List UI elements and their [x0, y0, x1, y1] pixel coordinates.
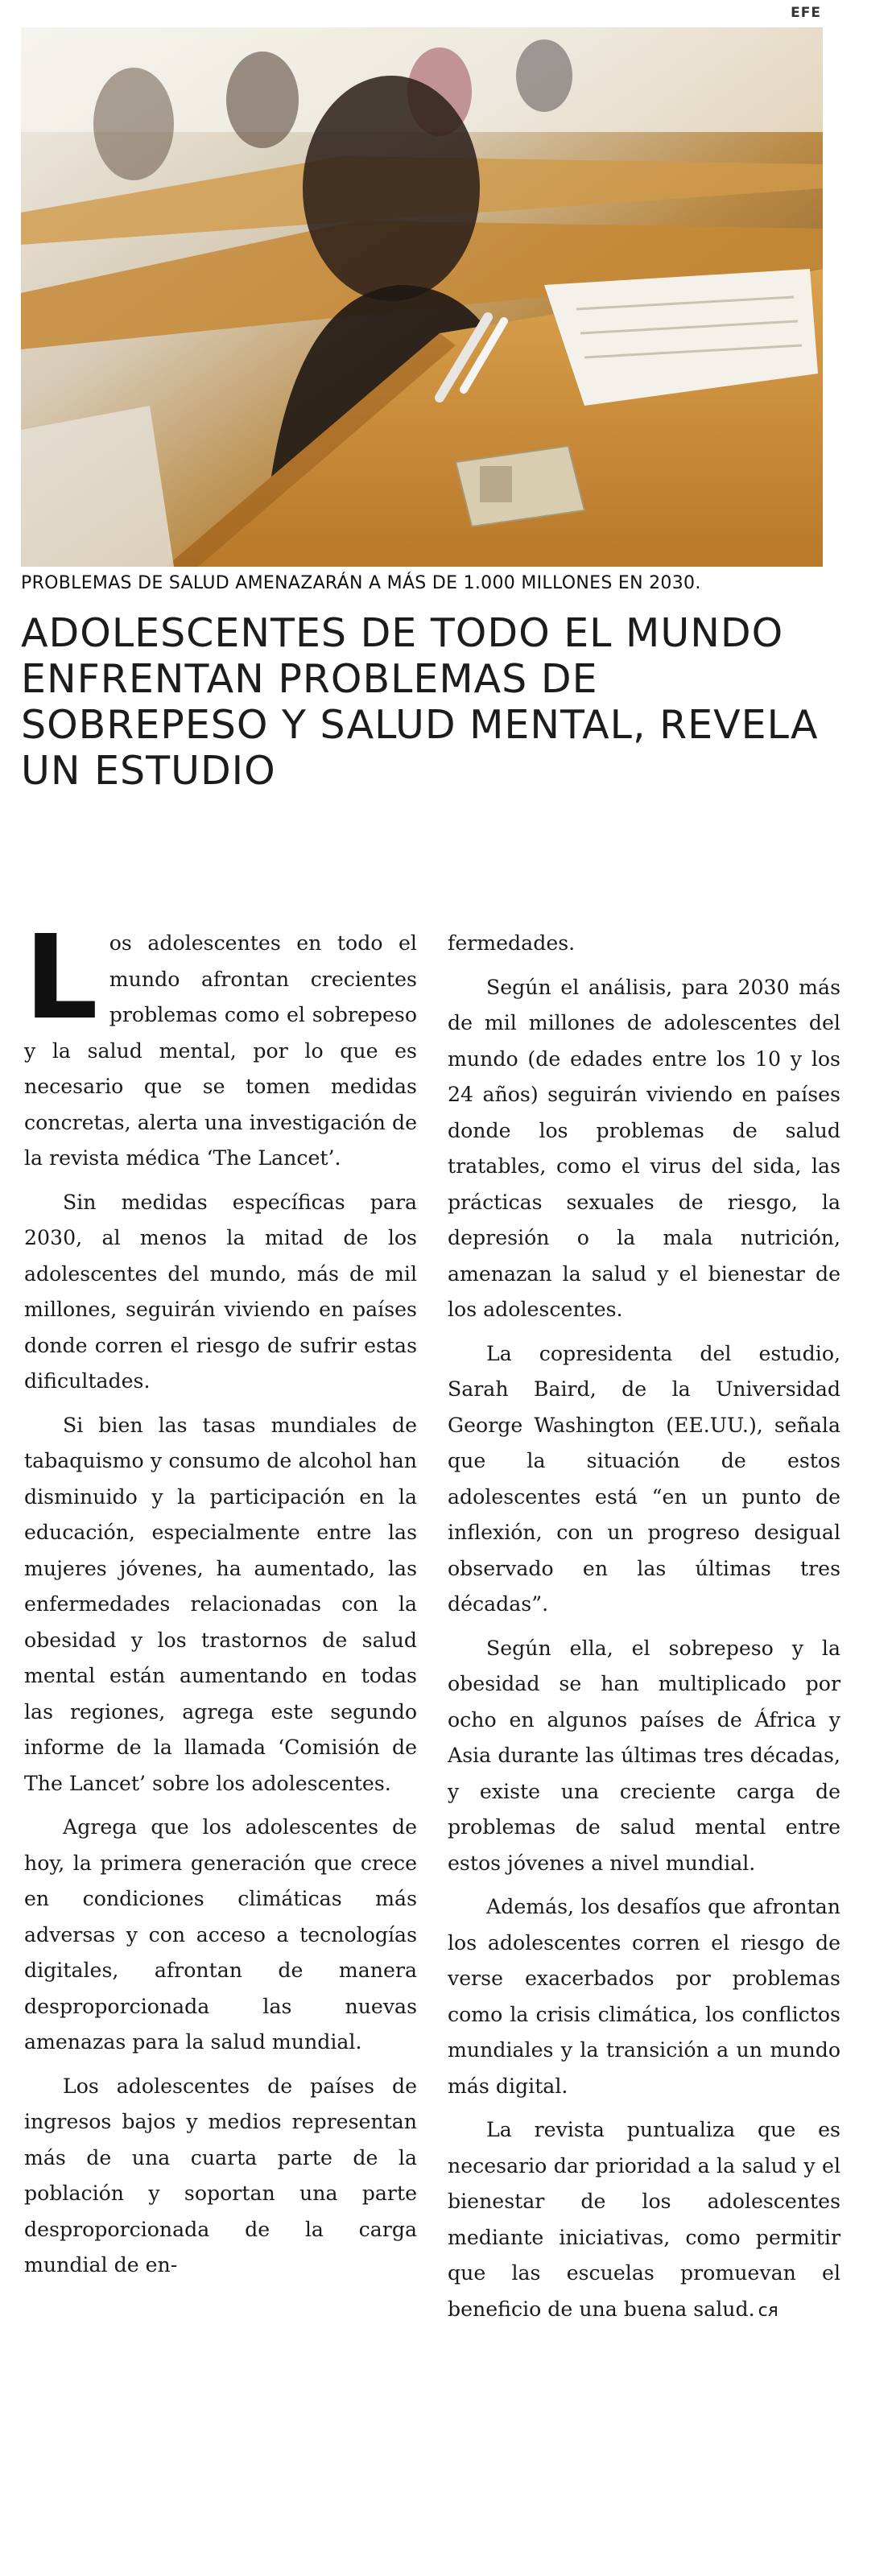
classroom-exam-photo [21, 27, 823, 567]
lead-paragraph [24, 910, 417, 1177]
paragraph: La copresidenta del estudio, Sarah Baird, de la Universidad George Washington (EE.UU.), señala que la situación de estos adolescentes está “en un punto de inflexión, con un progreso desigual observado en las últimas tres décadas”. [448, 1341, 840, 1616]
photo-caption: PROBLEMAS DE SALUD AMENAZARÁN A MÁS DE 1.000 MILLONES EN 2030. [21, 573, 701, 593]
paragraph: Si bien las tasas mundiales de tabaquismo y consumo de alcohol han disminuido y la participación en la educación, especialmente entre las mujeres jóvenes, ha aumentado, las enfermedades relacionadas con la obesidad y los trastornos de salud mental están aumentando en todas las regiones, agrega este segundo informe de la llamada ‘Comisión de The Lancet’ sobre los adolescentes. [24, 1413, 417, 1795]
article-headline: ADOLESCENTES DE TODO EL MUNDO ENFRENTAN PROBLEMAS DE SOBREPESO Y SALUD MENTAL, REVELA UN ESTUDIO [21, 610, 819, 794]
article-column-left [24, 910, 417, 2292]
drop-cap: L [24, 910, 98, 1045]
paragraph: Sin medidas específicas para 2030, al menos la mitad de los adolescentes del mundo, más de mil millones, seguirán viviendo en países donde corren el riesgo de sufrir estas dificultades. [24, 1190, 417, 1393]
article-photo [21, 27, 823, 567]
paragraph: Además, los desafíos que afrontan los adolescentes corren el riesgo de verse exacerbados por problemas como la crisis climática, los conflictos mundiales y la transición a un mundo más digital. [448, 1895, 840, 2098]
paragraph: Los adolescentes de países de ingresos bajos y medios representan más de una cuarta parte de la población y soportan una parte desproporcionada de la carga mundial de en- [24, 2074, 417, 2277]
lead-text: os adolescentes en todo el mundo afrontan crecientes problemas como el sobrepeso y la salud mental, por lo que es necesario que se tomen medidas concretas, alerta una investigación de la revista médica ‘The Lancet’. [24, 931, 417, 1170]
end-mark-icon: ᴄᴙ [758, 2300, 778, 2321]
paragraph-continuation: fermedades. [448, 931, 576, 955]
closing-paragraph [448, 2112, 840, 2329]
closing-text: La revista puntualiza que es necesario dar prioridad a la salud y el bienestar de los adolescentes mediante iniciativas, como permitir que las escuelas promuevan el beneficio de una buena salud. [448, 2118, 840, 2321]
paragraph: Según el análisis, para 2030 más de mil millones de adolescentes del mundo (de edades entre los 10 y los 24 años) seguirán viviendo en países donde los problemas de salud tratables, como el virus del sida, las prácticas sexuales de riesgo, la depresión o la mala nutrición, amenazan la salud y el bienestar de los adolescentes. [448, 975, 840, 1321]
photo-credit: EFE [791, 5, 821, 21]
article-column-right [448, 926, 840, 2337]
paragraph: Agrega que los adolescentes de hoy, la primera generación que crece en condiciones climáticas más adversas y con acceso a tecnologías digitales, afrontan de manera desproporcionada las nuevas amenazas para la salud mundial. [24, 1815, 417, 2054]
paragraph: Según ella, el sobrepeso y la obesidad se han multiplicado por ocho en algunos países de África y Asia durante las últimas tres décadas, y existe una creciente carga de problemas de salud mental entre estos jóvenes a nivel mundial. [448, 1636, 840, 1875]
